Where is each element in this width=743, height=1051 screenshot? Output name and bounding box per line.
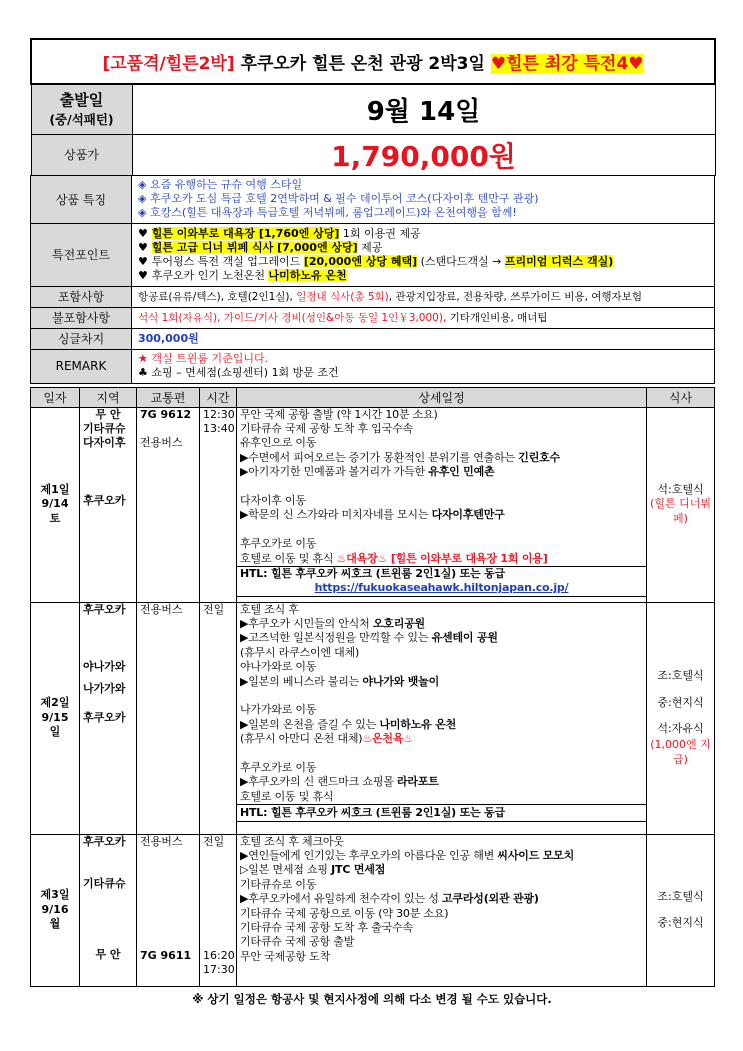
price-label: 상품가 (31, 134, 132, 175)
hotel-link[interactable]: https://fukuokaseahawk.hiltonjapan.co.jp/ (314, 581, 569, 595)
benefit-item: ♥ 후쿠오카 인기 노천온천 나미하노유 온천 (138, 268, 347, 282)
single-charge-label: 싱글차지 (31, 328, 132, 349)
day3-meal: 조:호텔식 중:현지식 (647, 834, 715, 986)
remark-label: REMARK (31, 349, 132, 383)
day2-meal: 조:호텔식 중:현지식 석:자유식 (1,000엔 지급) (647, 602, 715, 834)
excluded-value: 석식 1회(자유식), 가이드/기사 경비(성인&아동 동일 1인￥3,000), 기타개인비용, 매너팁 (132, 307, 715, 328)
day3-cell: 제3일 9/16 월 (31, 834, 80, 986)
feature-item: ◈ 요즘 유행하는 규슈 여행 스타일 (138, 178, 303, 191)
header-time: 시간 (200, 387, 237, 407)
header-day: 일자 (31, 387, 80, 407)
benefit-item: ♥ 힐튼 고급 디너 뷔페 식사 [7,000엔 상당] 제공 (138, 240, 383, 254)
remark-line: ★ 객실 트윈룸 기준입니다. (138, 352, 269, 365)
remark-line: ♣ 쇼핑 – 면세점(쇼핑센터) 1회 방문 조건 (138, 366, 339, 379)
day1-regions: 무 안 기타큐슈 다자이후 후쿠오카 (80, 407, 137, 602)
single-charge-value: 300,000원 (132, 328, 715, 349)
day2-hotel: HTL: 힐튼 후쿠오카 씨호크 (트윈룸 2인1실) 또는 동급 (237, 804, 646, 821)
departure-sublabel: (중/석패턴) (49, 112, 114, 128)
benefit-item: ♥ 투어윙스 특전 객실 업그레이드 [20,000엔 상당 혜택] (스탠다드객실 → 프리미엄 디럭스 객실) (138, 254, 614, 268)
day1-detail: 무안 국제 공항 출발 (약 1시간 10분 소요) 기타큐슈 국제 공항 도착 후 입국수속 유후인으로 이동 ▶수면에서 피어오르는 증기가 몽환적인 분위기를 연출하는 긴린호수 ▶아기자기한 민예품과 볼거리가 가득한 유후인 민예촌 다자이후 이동 ▶학문의 신 스가와라 미치자네를 모시는 다자이후텐만구 후쿠오카로 이동 호텔로 이동 및 휴식 ♨대욕장♨ [힐튼 이와부로 대욕장 1회 이용] HTL: 힐튼 후쿠오카 씨호크 (트윈룸 2인1실) 또는 동급 https://fukuokaseahawk.hiltonjapan.co.jp/ (237, 407, 647, 602)
features-label: 상품 특징 (31, 175, 132, 223)
feature-item: ◈ 후쿠오카 도심 특급 호텔 2연박하며 & 필수 데이투어 코스(다자이후 텐만구 관광) (138, 192, 539, 205)
title-prefix: [고품격/힐튼2박] (102, 54, 235, 74)
departure-date: 9월 14일 (132, 84, 715, 134)
page-title (31, 39, 715, 84)
included-value: 항공료(유류/텍스), 호텔(2인1실), 일정내 식사(총 5회), 관광지입장료, 전용차량, 쓰루가이드 비용, 여행자보험 (132, 286, 715, 307)
day1-hotel: HTL: 힐튼 후쿠오카 씨호크 (트윈룸 2인1실) 또는 동급 https://fukuokaseahawk.hiltonjapan.co.jp/ (237, 566, 646, 597)
day2-times: 전일 (200, 602, 237, 834)
remark-value (132, 349, 715, 383)
title-main: 후쿠오카 힐튼 온천 관광 2박3일 (240, 54, 485, 74)
header-meal: 식사 (647, 387, 715, 407)
schedule-row-day3 (31, 834, 715, 986)
day1-meal: 석:호텔식 (힐튼 디너뷔페) (647, 407, 715, 602)
header-transport: 교통편 (137, 387, 200, 407)
day3-regions: 후쿠오카 기타큐슈 무 안 (80, 834, 137, 986)
feature-item: ◈ 호캉스(힐튼 대욕장과 특급호텔 저녁뷔페, 룸업그레이드)와 온천여행을 함께! (138, 206, 517, 219)
day1-cell: 제1일 9/14 토 (31, 407, 80, 602)
day2-detail: 호텔 조식 후 ▶후쿠오카 시민들의 안식처 오호리공원 ▶고즈넉한 일본식정원을 만끽할 수 있는 유센테이 공원 (휴무시 라쿠스이엔 대체) 야나가와로 이동 ▶일본의 베니스라 불리는 야나가와 뱃놀이 나가가와로 이동 ▶일본의 온천을 즐길 수 있는 나미하노유 온천 (휴무시 아만디 온천 대체)♨온천욕♨ 후쿠오카로 이동 ▶후쿠오카의 신 랜드마크 쇼핑몰 라라포트 호텔로 이동 및 휴식 HTL: 힐튼 후쿠오카 씨호크 (트윈룸 2인1실) 또는 동급 (237, 602, 647, 834)
title-special: ♥힐튼 최강 특전4♥ (490, 54, 644, 74)
benefits-list (132, 223, 715, 286)
benefits-label: 특전포인트 (31, 223, 132, 286)
departure-label-cell (31, 84, 132, 134)
schedule-row-day1 (31, 407, 715, 602)
benefit-item: ♥ 힐튼 이와부로 대욕장 [1,760엔 상당] 1회 이용권 제공 (138, 226, 421, 240)
day2-cell: 제2일 9/15 일 (31, 602, 80, 834)
day2-transport: 전용버스 (137, 602, 200, 834)
day2-regions: 후쿠오카 야나가와 나가가와 후쿠오카 (80, 602, 137, 834)
schedule-table (30, 387, 715, 987)
day3-transport: 전용버스 7G 9611 (137, 834, 200, 986)
day3-detail: 호텔 조식 후 체크아웃 ▶연인들에게 인기있는 후쿠오카의 아름다운 인공 해변 씨사이드 모모치 ▷일본 면세점 쇼핑 JTC 면세점 기타큐슈로 이동 ▶후쿠오카에서 유일하게 천수각이 있는 성 고쿠라성(외관 관광) 기타큐슈 국제 공항으로 이동 (약 30분 소요) 기타큐슈 국제 공항 도착 후 출국수속 기타큐슈 국제 공항 출발 무안 국제공항 도착 (237, 834, 647, 986)
footer-note: ※ 상기 일정은 항공사 및 현지사정에 의해 다소 변경 될 수도 있습니다. (192, 991, 552, 1006)
departure-label: 출발일 (59, 91, 104, 110)
header-detail: 상세일정 (237, 387, 647, 407)
day1-transport: 7G 9612 전용버스 (137, 407, 200, 602)
price-value: 1,790,000원 (132, 134, 715, 175)
day3-times: 전일 16:20 17:30 (200, 834, 237, 986)
header-region: 지역 (80, 387, 137, 407)
included-label: 포함사항 (31, 286, 132, 307)
day1-times: 12:30 13:40 (200, 407, 237, 602)
itinerary-page (30, 38, 714, 1007)
product-info-table (30, 38, 716, 176)
excluded-label: 불포함사항 (31, 307, 132, 328)
product-details-table (30, 175, 715, 384)
features-list (132, 175, 715, 223)
schedule-row-day2 (31, 602, 715, 834)
